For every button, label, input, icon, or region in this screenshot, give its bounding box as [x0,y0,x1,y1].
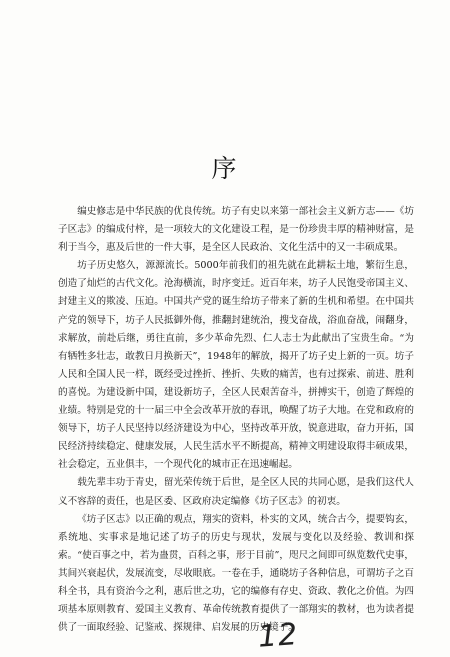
page-title: 序 [211,154,239,183]
paragraph-1: 编史修志是中华民族的优良传统。坊子有史以来第一部社会主义新方志——《坊子区志》的编成付梓，是一项较大的文化建设工程，是一份珍贵丰厚的精神财富，是利于当今，惠及后世的一件大事，是全区人民政治、文化生活中的又一丰硕成果。 [58,206,414,254]
preface-body [58,203,414,637]
paragraph-3: 载先辈丰功于青史，留光荣传统于后世，是全区人民的共同心愿，是我们这代人义不容辞的责任，也是区委、区政府决定编修《坊子区志》的初衷。 [58,477,414,507]
paragraph-2: 坊子历史悠久，源源流长。5000年前我们的祖先就在此耕耘土地，繁衍生息，创造了灿烂的古代文化。沧海横流，时序变迁。近百年来，坊子人民饱受帝国主义、封建主义的欺凌、压迫。中国共产党的诞生给坊子带来了新的生机和希望。在中国共产党的领导下，坊子人民抵御外侮，推翻封建统治，搜戈奋战，浴血奋战，闹翻身，求解放，前赴后继，勇往直前，多少革命先烈、仁人志士为此献出了宝贵生命。“为有牺牲多壮志，敢教日月换新天”，1948年的解放，揭开了坊子史上新的一页。坊子人民和全国人民一样，既经受过挫折、挫折、失败的痛苦，也有过探索、前进、胜利的喜悦。为建设新中国，建设新坊子，全区人民艰苦奋斗，拼搏实干，创造了辉煌的业绩。特别是党的十一届三中全会改革开放的春讯，唤醒了坊子大地。在党和政府的领导下，坊子人民坚持以经济建设为中心，坚持改革开放，锐意进取，奋力开拓，国民经济持续稳定、健康发展，人民生活水平不断提高，精神文明建设取得丰硕成果，社会稳定，五业俱丰，一个现代化的城市正在迅速崛起。 [58,260,414,471]
handwritten-page-number: 12 [256,617,300,655]
paragraph-4: 《坊子区志》以正确的观点，翔实的资料，朴实的文风，统合古今，提要钩玄，系统地、实事求是地记述了坊子的历史与现状，发展与变化以及经验、教训和探索。“使百事之中，若为蛊贯，百科之事，形于目前”，咫尺之间即可纵览数代史事，其间兴衰起伏，发展流变，尽收眼底。一卷在手，通晓坊子各种信息，可谓坊子之百科全书，具有资治今之利，惠后世之功，它的编修有存史、资政、教化之价值。为四项基本原则教育、爱国主义教育、革命传统教育提供了一部翔实的教材，也为读者提供了一面取经验、记鉴戒、探规律、启发展的历史镜子。 [58,513,414,634]
